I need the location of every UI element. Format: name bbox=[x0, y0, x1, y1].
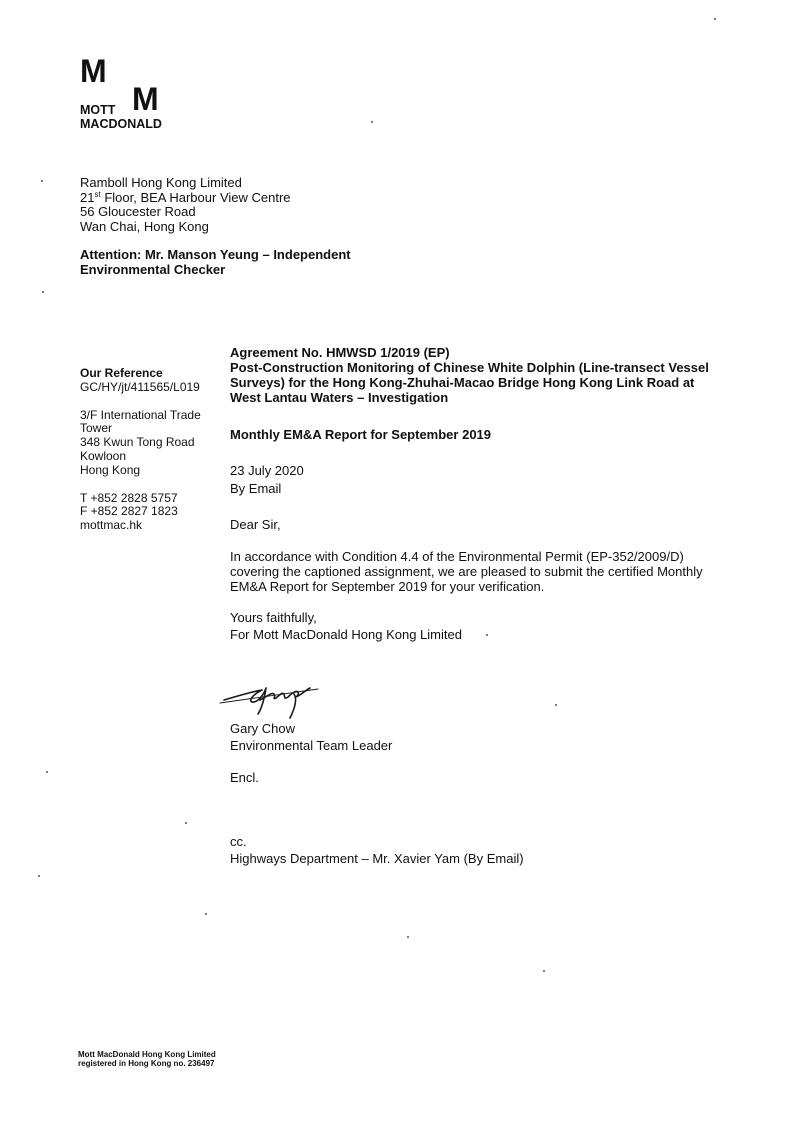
letter-date: 23 July 2020 bbox=[230, 463, 304, 478]
reference-label: Our Reference bbox=[80, 366, 163, 380]
subject-line: West Lantau Waters – Investigation bbox=[230, 390, 449, 405]
scan-speck bbox=[486, 634, 488, 636]
scan-speck bbox=[555, 704, 557, 706]
attention-block bbox=[80, 248, 351, 277]
logo-letter-m-left: M bbox=[80, 53, 106, 89]
scan-speck bbox=[38, 875, 40, 877]
report-title: Monthly EM&A Report for September 2019 bbox=[230, 427, 492, 442]
recipient-address bbox=[80, 176, 291, 234]
body-line: EM&A Report for September 2019 for your verification. bbox=[230, 579, 545, 594]
scan-speck bbox=[407, 936, 409, 938]
footer-line: Mott MacDonald Hong Kong Limited bbox=[78, 1050, 216, 1059]
office-address-line: 3/F International Trade bbox=[80, 407, 201, 422]
sidebar-contact bbox=[80, 367, 205, 533]
signer-name: Gary Chow bbox=[230, 721, 296, 736]
body-line: In accordance with Condition 4.4 of the Environmental Permit (EP-352/2009/D) bbox=[230, 549, 684, 564]
cc-label: cc. bbox=[230, 834, 247, 849]
footer-registration bbox=[78, 1050, 216, 1068]
attention-line: Attention: Mr. Manson Yeung – Independent bbox=[80, 247, 351, 262]
footer-line: registered in Hong Kong no. 236497 bbox=[78, 1059, 215, 1068]
scan-speck bbox=[371, 121, 373, 123]
scan-speck bbox=[41, 180, 43, 182]
scan-speck bbox=[185, 822, 187, 824]
attention-line: Environmental Checker bbox=[80, 261, 226, 277]
body-line: covering the captioned assignment, we are pleased to submit the certified Monthly bbox=[230, 564, 703, 579]
reference-value: GC/HY/jt/411565/L019 bbox=[80, 379, 200, 394]
scan-speck bbox=[714, 18, 716, 20]
logo-text-mott: MOTT bbox=[80, 103, 116, 117]
letter-heading bbox=[230, 345, 720, 405]
recipient-line: 56 Gloucester Road bbox=[80, 204, 196, 220]
scan-speck bbox=[205, 913, 207, 915]
signer-title: Environmental Team Leader bbox=[230, 738, 393, 753]
agreement-number: Agreement No. HMWSD 1/2019 (EP) bbox=[230, 345, 450, 360]
cc-recipient: Highways Department – Mr. Xavier Yam (By Email) bbox=[230, 851, 524, 866]
company-name: For Mott MacDonald Hong Kong Limited bbox=[230, 627, 462, 642]
enclosure: Encl. bbox=[230, 770, 259, 785]
subject-line: Post-Construction Monitoring of Chinese White Dolphin (Line-transect Vessel bbox=[230, 360, 709, 375]
closing: Yours faithfully, bbox=[230, 610, 317, 625]
recipient-line: Ramboll Hong Kong Limited bbox=[80, 175, 242, 190]
recipient-line: 21st Floor, BEA Harbour View Centre bbox=[80, 189, 291, 205]
fax-number: F +852 2827 1823 bbox=[80, 504, 178, 519]
recipient-line: Wan Chai, Hong Kong bbox=[80, 218, 209, 234]
signature-image bbox=[218, 670, 328, 720]
scan-speck bbox=[543, 970, 545, 972]
delivery-method: By Email bbox=[230, 481, 282, 496]
subject-line: Surveys) for the Hong Kong-Zhuhai-Macao Bridge Hong Kong Link Road at bbox=[230, 375, 695, 390]
salutation: Dear Sir, bbox=[230, 517, 281, 532]
scan-speck bbox=[46, 771, 48, 773]
scan-speck bbox=[42, 291, 44, 293]
floor-suffix: st bbox=[94, 189, 101, 199]
phone-number: T +852 2828 5757 bbox=[80, 490, 178, 505]
office-address-line: Hong Kong bbox=[80, 462, 141, 477]
office-address-line: Tower bbox=[80, 421, 113, 436]
office-address-line: 348 Kwun Tong Road bbox=[80, 435, 195, 450]
logo-text-macdonald: MACDONALD bbox=[80, 117, 162, 131]
office-address-line: Kowloon bbox=[80, 448, 127, 463]
website: mottmac.hk bbox=[80, 518, 143, 533]
logo-letter-m-right: M bbox=[132, 81, 158, 117]
body-paragraph bbox=[230, 549, 723, 594]
floor-number: 21 bbox=[80, 189, 95, 205]
